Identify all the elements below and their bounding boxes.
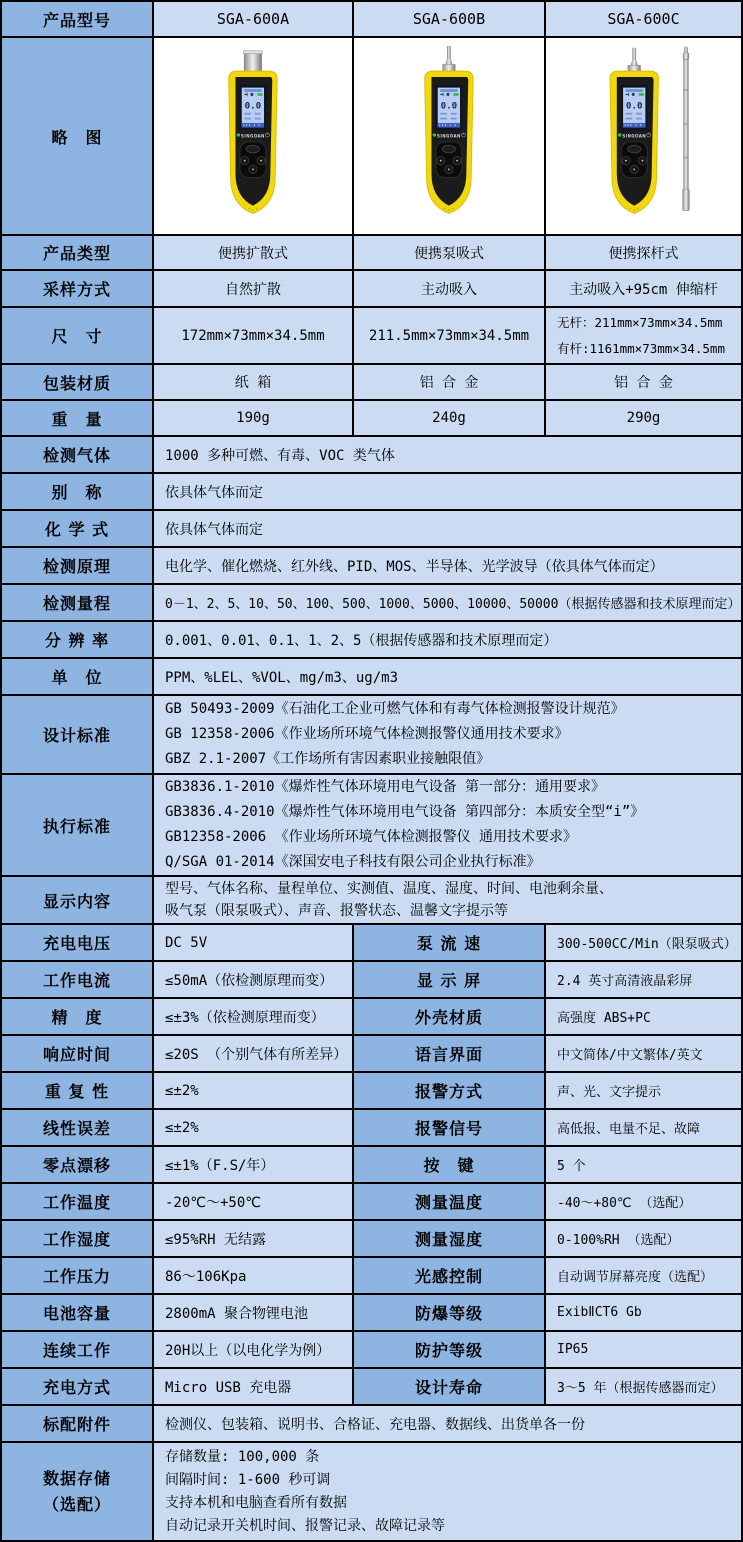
telescopic-rod-icon	[682, 47, 689, 211]
menu-button	[442, 145, 455, 153]
cell-dimensions-line: 有杆:1161mm×73mm×34.5mm	[557, 340, 725, 356]
label-data-storage	[2, 1443, 154, 1540]
cell-display-content-line: 型号、气体名称、量程单位、实测值、温度、湿度、时间、电池剩余量、	[165, 881, 613, 897]
cell-design-standard-line: GB 12358-2006《作业场所环境气体检测报警仪通用技术要求》	[165, 726, 569, 742]
cell-sampling-method: 自然扩散	[154, 271, 354, 308]
cell-display-screen: 2.4 英寸高清液晶彩屏	[546, 962, 741, 999]
brand-label: SINGOAN	[241, 133, 265, 139]
label-buttons: 按 键	[354, 1147, 546, 1184]
cell-repeatability: ≤±2%	[154, 1073, 354, 1110]
cell-measure-temperature: -40～+80℃ （选配）	[546, 1184, 741, 1221]
label-detection-range: 检测量程	[2, 585, 154, 622]
cell-chemical-formula: 依具体气体而定	[154, 511, 741, 548]
label-resolution: 分 辨 率	[2, 622, 154, 659]
label-battery-capacity: 电池容量	[2, 1295, 154, 1332]
label-response-time: 响应时间	[2, 1036, 154, 1073]
cell-data-storage-line: 间隔时间: 1-600 秒可调	[165, 1471, 331, 1488]
cell-sampling-method: 主动吸入+95cm 伸缩杆	[546, 271, 741, 308]
label-alarm-mode: 报警方式	[354, 1073, 546, 1110]
device-image-sga-600c	[581, 46, 707, 226]
cell-design-standard-line: GBZ 2.1-2007《工作场所有害因素职业接触限值》	[165, 751, 491, 767]
cell-data-storage-line: 支持本机和电脑查看所有数据	[165, 1494, 347, 1511]
label-repeatability: 重 复 性	[2, 1073, 154, 1110]
model-name: SGA-600A	[154, 2, 354, 38]
label-alias: 别 称	[2, 474, 154, 511]
model-name: SGA-600C	[546, 2, 741, 38]
label-working-current: 工作电流	[2, 962, 154, 999]
sensor-cap-icon	[244, 51, 262, 72]
device-image-sga-600b	[386, 46, 512, 226]
label-product-model: 产品型号	[2, 2, 154, 38]
label-sketch: 略 图	[2, 38, 154, 236]
sketch-cell-sga-600b	[354, 38, 546, 236]
fan-icon	[250, 93, 253, 96]
pump-probe-icon	[628, 48, 641, 73]
cell-dimensions-line: 无杆：211mm×73mm×34.5mm	[557, 314, 723, 330]
cell-light-control: 自动调节屏幕亮度（选配）	[546, 1258, 741, 1295]
label-measure-temperature: 测量温度	[354, 1184, 546, 1221]
brand-label: SINGOAN	[621, 133, 646, 139]
label-linearity-error: 线性误差	[2, 1110, 154, 1147]
fan-icon	[446, 93, 449, 96]
cell-response-time: ≤20S （个别气体有所差异）	[154, 1036, 354, 1073]
label-dimensions: 尺 寸	[2, 308, 154, 365]
label-data-storage-line: （选配）	[42, 1494, 111, 1514]
cell-alarm-signal: 高低报、电量不足、故障	[546, 1110, 741, 1147]
cell-language-ui: 中文简体/中文繁体/英文	[546, 1036, 741, 1073]
cell-battery-capacity: 2800mA 聚合物锂电池	[154, 1295, 354, 1332]
cell-data-storage-line: 存储数量: 100,000 条	[165, 1448, 320, 1465]
label-product-type: 产品类型	[2, 236, 154, 271]
cell-design-standard-line: GB 50493-2009《石油化工企业可燃气体和有毒气体检测报警设计规范》	[165, 701, 625, 717]
label-pump-flow: 泵 流 速	[354, 925, 546, 962]
fan-icon	[631, 93, 634, 96]
cell-sampling-method: 主动吸入	[354, 271, 546, 308]
cell-data-storage-line: 自动记录开关机时间、报警记录、故障记录等	[165, 1517, 445, 1534]
cell-execution-standard	[154, 775, 741, 877]
status-led	[618, 133, 621, 136]
label-working-temperature: 工作温度	[2, 1184, 154, 1221]
cell-weight: 290g	[546, 401, 741, 437]
cell-product-type: 便携扩散式	[154, 236, 354, 271]
cell-execution-standard-line: GB3836.1-2010《爆炸性气体环境用电气设备 第一部分：通用要求》	[165, 779, 606, 795]
cell-standard-accessories: 检测仪、包装箱、说明书、合格证、充电器、数据线、出货单各一份	[154, 1406, 741, 1443]
lcd-title-bar	[440, 89, 457, 92]
label-execution-standard: 执行标准	[2, 775, 154, 877]
label-light-control: 光感控制	[354, 1258, 546, 1295]
label-charging-method: 充电方式	[2, 1369, 154, 1406]
lcd-status-bar	[623, 123, 645, 127]
cell-execution-standard-line: GB12358-2006 《作业场所环境气体检测报警仪 通用技术要求》	[165, 829, 578, 845]
menu-button	[246, 145, 259, 153]
label-shell-material: 外壳材质	[354, 999, 546, 1036]
cell-working-current: ≤50mA（依检测原理而变）	[154, 962, 354, 999]
label-detected-gas: 检测气体	[2, 437, 154, 474]
cell-design-standard	[154, 696, 741, 775]
cell-product-type: 便携探杆式	[546, 236, 741, 271]
label-chemical-formula: 化 学 式	[2, 511, 154, 548]
label-charge-voltage: 充电电压	[2, 925, 154, 962]
cell-working-humidity: ≤95%RH 无结露	[154, 1221, 354, 1258]
sketch-cell-sga-600a	[154, 38, 354, 236]
lcd-reading: 0.0	[244, 100, 262, 112]
sketch-cell-sga-600c	[546, 38, 741, 236]
cell-packaging-material: 铝 合 金	[354, 365, 546, 401]
cell-dimensions	[546, 308, 741, 365]
cell-detection-principle: 电化学、催化燃烧、红外线、PID、MOS、半导体、光学波导（依具体气体而定）	[154, 548, 741, 585]
label-explosion-proof-grade: 防爆等级	[354, 1295, 546, 1332]
cell-zero-drift: ≤±1%（F.S/年）	[154, 1147, 354, 1184]
cell-dimensions: 211.5mm×73mm×34.5mm	[354, 308, 546, 365]
status-led	[433, 133, 436, 136]
cell-pump-flow: 300-500CC/Min（限泵吸式）	[546, 925, 741, 962]
cell-working-temperature: -20℃～+50℃	[154, 1184, 354, 1221]
battery-icon	[453, 93, 458, 96]
label-working-pressure: 工作压力	[2, 1258, 154, 1295]
cell-packaging-material: 铝 合 金	[546, 365, 741, 401]
status-led	[237, 133, 240, 136]
label-design-life: 设计寿命	[354, 1369, 546, 1406]
cell-detection-range: 0－1、2、5、10、50、100、500、1000、5000、10000、50000（根据传感器和技术原理而定）	[154, 585, 741, 622]
lcd-reading: 0.0	[625, 100, 643, 112]
cell-charging-method: Micro USB 充电器	[154, 1369, 354, 1406]
cell-protection-grade: IP65	[546, 1332, 741, 1369]
label-standard-accessories: 标配附件	[2, 1406, 154, 1443]
cell-execution-standard-line: GB3836.4-2010《爆炸性气体环境用电气设备 第四部分：本质安全型“i”》	[165, 804, 645, 820]
label-measure-humidity: 测量湿度	[354, 1221, 546, 1258]
menu-button	[627, 145, 640, 153]
cell-explosion-proof-grade: ExibⅡCT6 Gb	[546, 1295, 741, 1332]
model-name: SGA-600B	[354, 2, 546, 38]
pump-probe-icon	[443, 46, 456, 73]
label-display-screen: 显 示 屏	[354, 962, 546, 999]
label-weight: 重 量	[2, 401, 154, 437]
cell-weight: 190g	[154, 401, 354, 437]
cell-resolution: 0.001、0.01、0.1、1、2、5（根据传感器和技术原理而定）	[154, 622, 741, 659]
cell-packaging-material: 纸 箱	[154, 365, 354, 401]
label-accuracy: 精 度	[2, 999, 154, 1036]
cell-accuracy: ≤±3%（依检测原理而变）	[154, 999, 354, 1036]
cell-dimensions: 172mm×73mm×34.5mm	[154, 308, 354, 365]
label-detection-principle: 检测原理	[2, 548, 154, 585]
cell-data-storage	[154, 1443, 741, 1540]
cell-unit: PPM、%LEL、%VOL、mg/m3、ug/m3	[154, 659, 741, 696]
cell-buttons: 5 个	[546, 1147, 741, 1184]
cell-alias: 依具体气体而定	[154, 474, 741, 511]
cell-execution-standard-line: Q/SGA 01-2014《深国安电子科技有限公司企业执行标准》	[165, 854, 541, 870]
label-protection-grade: 防护等级	[354, 1332, 546, 1369]
label-display-content: 显示内容	[2, 877, 154, 925]
label-sampling-method: 采样方式	[2, 271, 154, 308]
cell-design-life: 3～5 年（根据传感器而定）	[546, 1369, 741, 1406]
label-continuous-working: 连续工作	[2, 1332, 154, 1369]
lcd-reading: 0.0	[440, 100, 458, 112]
label-design-standard: 设计标准	[2, 696, 154, 775]
cell-display-content	[154, 877, 741, 925]
cell-charge-voltage: DC 5V	[154, 925, 354, 962]
lcd-title-bar	[625, 89, 642, 92]
cell-weight: 240g	[354, 401, 546, 437]
lcd-title-bar	[244, 89, 261, 92]
battery-icon	[638, 93, 643, 96]
device-image-sga-600a	[190, 46, 316, 226]
cell-linearity-error: ≤±2%	[154, 1110, 354, 1147]
cell-alarm-mode: 声、光、文字提示	[546, 1073, 741, 1110]
brand-label: SINGOAN	[437, 133, 461, 139]
cell-display-content-line: 吸气泵（限泵吸式）、声音、报警状态、温馨文字提示等	[165, 903, 508, 919]
label-language-ui: 语言界面	[354, 1036, 546, 1073]
cell-working-pressure: 86～106Kpa	[154, 1258, 354, 1295]
label-working-humidity: 工作湿度	[2, 1221, 154, 1258]
lcd-status-bar	[242, 123, 264, 127]
label-packaging-material: 包装材质	[2, 365, 154, 401]
cell-shell-material: 高强度 ABS+PC	[546, 999, 741, 1036]
cell-product-type: 便携泵吸式	[354, 236, 546, 271]
battery-icon	[257, 93, 262, 96]
label-alarm-signal: 报警信号	[354, 1110, 546, 1147]
label-data-storage-line: 数据存储	[42, 1468, 111, 1488]
label-zero-drift: 零点漂移	[2, 1147, 154, 1184]
label-unit: 单 位	[2, 659, 154, 696]
cell-continuous-working: 20H以上（以电化学为例）	[154, 1332, 354, 1369]
lcd-status-bar	[438, 123, 460, 127]
cell-detected-gas: 1000 多种可燃、有毒、VOC 类气体	[154, 437, 741, 474]
cell-measure-humidity: 0-100%RH （选配）	[546, 1221, 741, 1258]
